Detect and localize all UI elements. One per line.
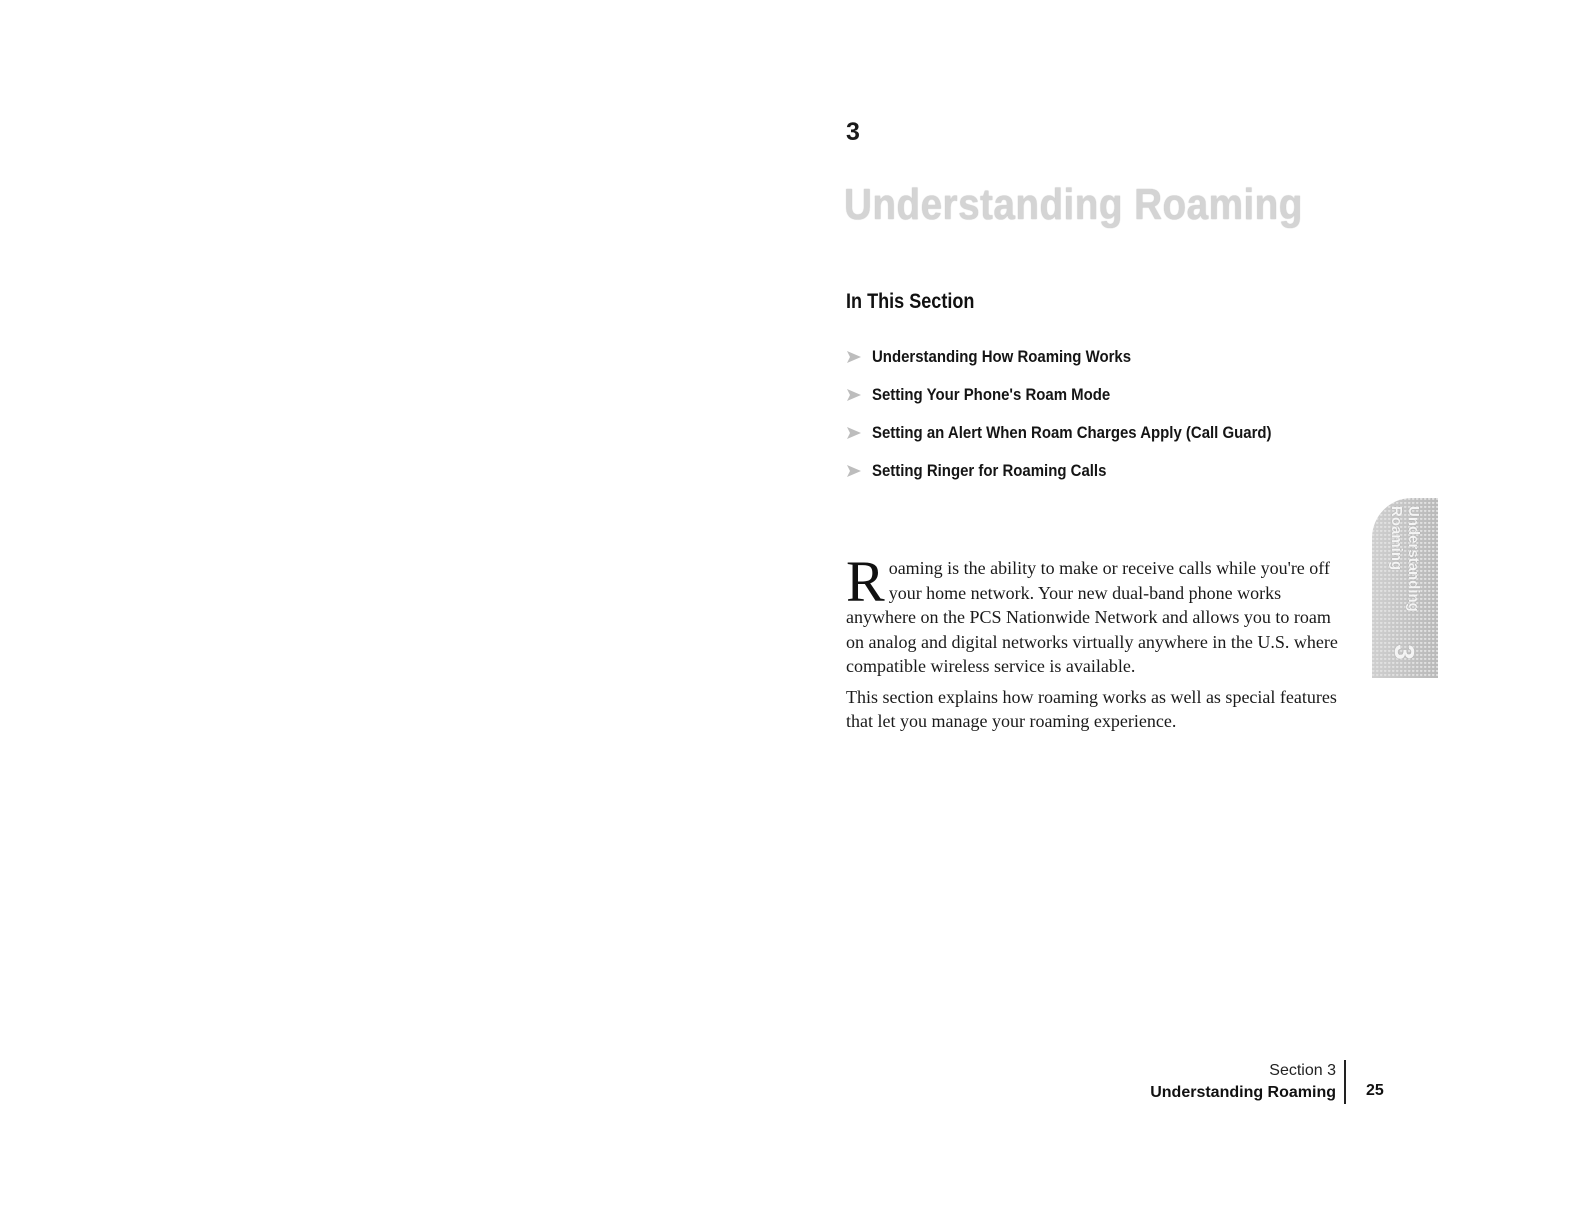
chapter-title: Understanding Roaming xyxy=(844,180,1303,229)
footer-section: Section 3 xyxy=(1269,1062,1336,1079)
arrow-bullet-icon xyxy=(846,388,862,402)
topic-label: Understanding How Roaming Works xyxy=(872,347,1132,366)
footer-title: Understanding Roaming xyxy=(1150,1084,1336,1101)
section-thumb-tab xyxy=(1372,498,1438,678)
side-tab-label: Understanding Roaming xyxy=(1388,506,1422,612)
arrow-bullet-icon xyxy=(846,426,862,440)
list-item xyxy=(846,338,1326,376)
intro-paragraph-text: oaming is the ability to make or receive calls while you're off your home network. Your new dual-band phone works anywhere on the PCS Nationwide Network and allows you to roam on analog and digital networks virtually anywhere in the U.S. where compatible wireless service is available. xyxy=(846,558,1338,676)
intro-text xyxy=(846,549,1346,740)
topic-label: Setting an Alert When Roam Charges Apply (Call Guard) xyxy=(872,423,1272,442)
second-paragraph: This section explains how roaming works as well as special features that let you manage your roaming experience. xyxy=(846,686,1337,731)
arrow-bullet-icon xyxy=(846,350,862,364)
arrow-bullet-icon xyxy=(846,464,862,478)
chapter-number: 3 xyxy=(846,118,860,146)
page-number: 25 xyxy=(1366,1082,1384,1099)
drop-cap: R xyxy=(846,549,885,614)
list-item xyxy=(846,414,1326,452)
in-this-section-heading: In This Section xyxy=(846,290,975,313)
topic-label: Setting Ringer for Roaming Calls xyxy=(872,461,1107,480)
list-item xyxy=(846,376,1326,414)
section-topics-list xyxy=(846,338,1326,490)
side-tab-number: 3 xyxy=(1388,644,1420,660)
intro-paragraph xyxy=(846,549,1346,679)
running-footer xyxy=(1150,1060,1346,1104)
topic-label: Setting Your Phone's Roam Mode xyxy=(872,385,1111,404)
list-item xyxy=(846,452,1326,490)
